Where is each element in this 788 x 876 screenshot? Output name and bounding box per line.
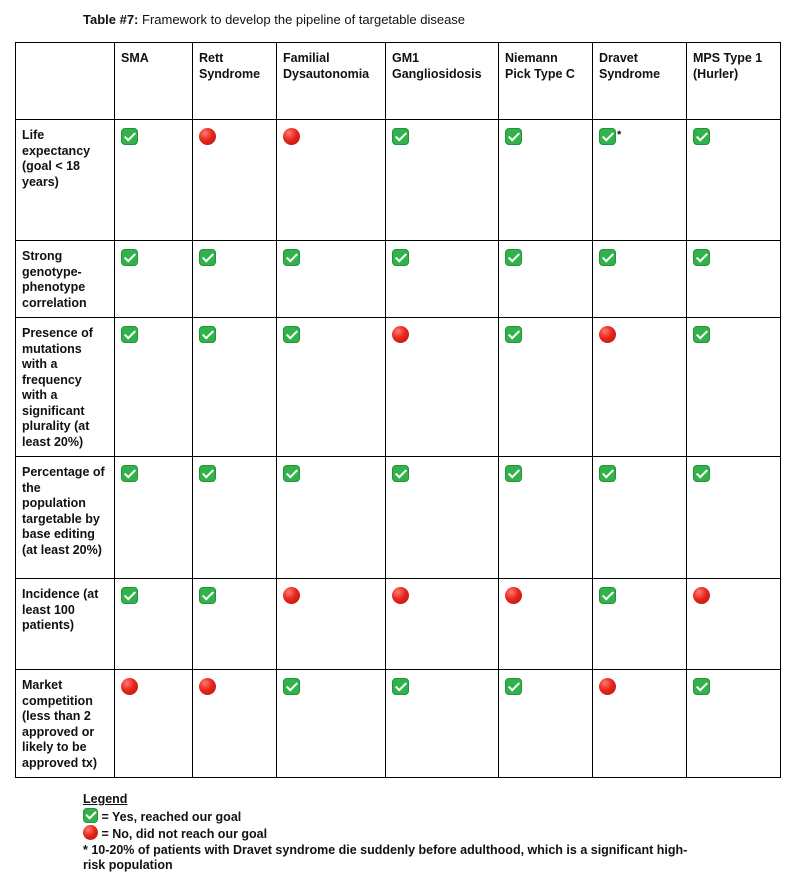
- mark-cell: [386, 241, 499, 318]
- check-mark-icon: [199, 249, 216, 266]
- mark-cell: [687, 241, 781, 318]
- check-mark-icon: [199, 465, 216, 482]
- mark-cell: [277, 120, 386, 241]
- mark-cell: [115, 457, 193, 579]
- check-mark-icon: [283, 249, 300, 266]
- mark-cell: [193, 120, 277, 241]
- mark-cell: [277, 241, 386, 318]
- check-mark-icon: [121, 465, 138, 482]
- column-header: Rett Syndrome: [193, 43, 277, 120]
- table-caption: [83, 12, 465, 27]
- mark-cell: [277, 457, 386, 579]
- mark-cell: [115, 120, 193, 241]
- header-corner-cell: [16, 43, 115, 120]
- row-label: Strong genotype-phenotype correlation: [16, 241, 115, 318]
- mark-cell: [277, 670, 386, 778]
- mark-cell: [386, 120, 499, 241]
- red-circle-icon: [392, 326, 409, 343]
- red-circle-icon: [199, 128, 216, 145]
- legend-yes-row: [83, 808, 703, 826]
- red-circle-icon: [392, 587, 409, 604]
- mark-cell: [386, 670, 499, 778]
- mark-cell: [499, 670, 593, 778]
- check-mark-icon: [693, 678, 710, 695]
- red-circle-icon: [283, 128, 300, 145]
- column-header: GM1 Gangliosidosis: [386, 43, 499, 120]
- legend-no-text: = No, did not reach our goal: [98, 827, 268, 841]
- check-mark-icon: [121, 249, 138, 266]
- check-mark-icon: [121, 128, 138, 145]
- check-mark-icon: [121, 326, 138, 343]
- mark-cell: [499, 120, 593, 241]
- red-circle-icon: [599, 326, 616, 343]
- mark-cell: [386, 318, 499, 457]
- check-mark-icon: [693, 465, 710, 482]
- red-circle-icon: [505, 587, 522, 604]
- mark-cell: [115, 579, 193, 670]
- check-mark-icon: [392, 465, 409, 482]
- check-mark-icon: [392, 249, 409, 266]
- red-circle-icon: [199, 678, 216, 695]
- mark-cell: [115, 241, 193, 318]
- check-mark-icon: [693, 326, 710, 343]
- check-mark-icon: [199, 326, 216, 343]
- mark-cell: [687, 579, 781, 670]
- check-mark-icon: [283, 326, 300, 343]
- legend-yes-text: = Yes, reached our goal: [98, 809, 242, 824]
- check-mark-icon: [283, 678, 300, 695]
- mark-cell: [687, 120, 781, 241]
- check-mark-icon: [599, 465, 616, 482]
- red-circle-icon: [121, 678, 138, 695]
- mark-cell: [499, 579, 593, 670]
- mark-cell: [687, 318, 781, 457]
- table-row: [16, 457, 781, 579]
- check-mark-icon: [505, 465, 522, 482]
- mark-cell: [593, 579, 687, 670]
- red-circle-icon: [693, 587, 710, 604]
- mark-cell: [593, 670, 687, 778]
- table-row: [16, 241, 781, 318]
- check-mark-icon: [693, 249, 710, 266]
- mark-cell: [687, 670, 781, 778]
- mark-cell: [593, 318, 687, 457]
- mark-cell: [593, 457, 687, 579]
- mark-cell: [193, 241, 277, 318]
- mark-cell: [499, 241, 593, 318]
- table-row: [16, 579, 781, 670]
- mark-cell: [277, 318, 386, 457]
- caption-text: Framework to develop the pipeline of targetable disease: [138, 12, 466, 27]
- check-mark-icon: [392, 678, 409, 695]
- check-mark-icon: [392, 128, 409, 145]
- red-circle-icon: [283, 587, 300, 604]
- header-row: [16, 43, 781, 120]
- row-label: Percentage of the population targetable by base editing (at least 20%): [16, 457, 115, 579]
- table-row: [16, 318, 781, 457]
- row-label: Market competition (less than 2 approved or likely to be approved tx): [16, 670, 115, 778]
- mark-cell: [193, 318, 277, 457]
- check-mark-icon: [505, 128, 522, 145]
- legend-title: Legend: [83, 792, 128, 806]
- mark-cell: [193, 670, 277, 778]
- mark-cell: [193, 579, 277, 670]
- check-mark-icon: [505, 678, 522, 695]
- table-row: [16, 670, 781, 778]
- legend: [83, 792, 703, 874]
- mark-cell: [687, 457, 781, 579]
- check-mark-icon: [283, 465, 300, 482]
- check-mark-icon: [599, 128, 616, 145]
- legend-footnote: * 10-20% of patients with Dravet syndrome die suddenly before adulthood, which is a significant high-risk population: [83, 842, 688, 872]
- footnote-asterisk: *: [617, 129, 622, 141]
- table-row: [16, 120, 781, 241]
- row-label: Incidence (at least 100 patients): [16, 579, 115, 670]
- mark-cell: [386, 579, 499, 670]
- legend-no-row: [83, 825, 703, 843]
- check-mark-icon: [599, 587, 616, 604]
- mark-cell: [593, 241, 687, 318]
- red-circle-icon: [599, 678, 616, 695]
- caption-label: Table #7:: [83, 12, 139, 27]
- red-circle-icon: [83, 825, 98, 840]
- mark-cell: [499, 318, 593, 457]
- column-header: MPS Type 1 (Hurler): [687, 43, 781, 120]
- check-mark-icon: [505, 326, 522, 343]
- column-header: Dravet Syndrome: [593, 43, 687, 120]
- column-header: SMA: [115, 43, 193, 120]
- mark-cell: [593, 120, 687, 241]
- check-mark-icon: [83, 808, 98, 823]
- mark-cell: [277, 579, 386, 670]
- mark-cell: [386, 457, 499, 579]
- mark-cell: [499, 457, 593, 579]
- mark-cell: [193, 457, 277, 579]
- check-mark-icon: [505, 249, 522, 266]
- row-label: Life expectancy (goal < 18 years): [16, 120, 115, 241]
- column-header: Niemann Pick Type C: [499, 43, 593, 120]
- column-header: Familial Dysautonomia: [277, 43, 386, 120]
- check-mark-icon: [599, 249, 616, 266]
- framework-table: [15, 42, 781, 778]
- row-label: Presence of mutations with a frequency with a significant plurality (at least 20%): [16, 318, 115, 457]
- check-mark-icon: [121, 587, 138, 604]
- mark-cell: [115, 318, 193, 457]
- check-mark-icon: [693, 128, 710, 145]
- mark-cell: [115, 670, 193, 778]
- check-mark-icon: [199, 587, 216, 604]
